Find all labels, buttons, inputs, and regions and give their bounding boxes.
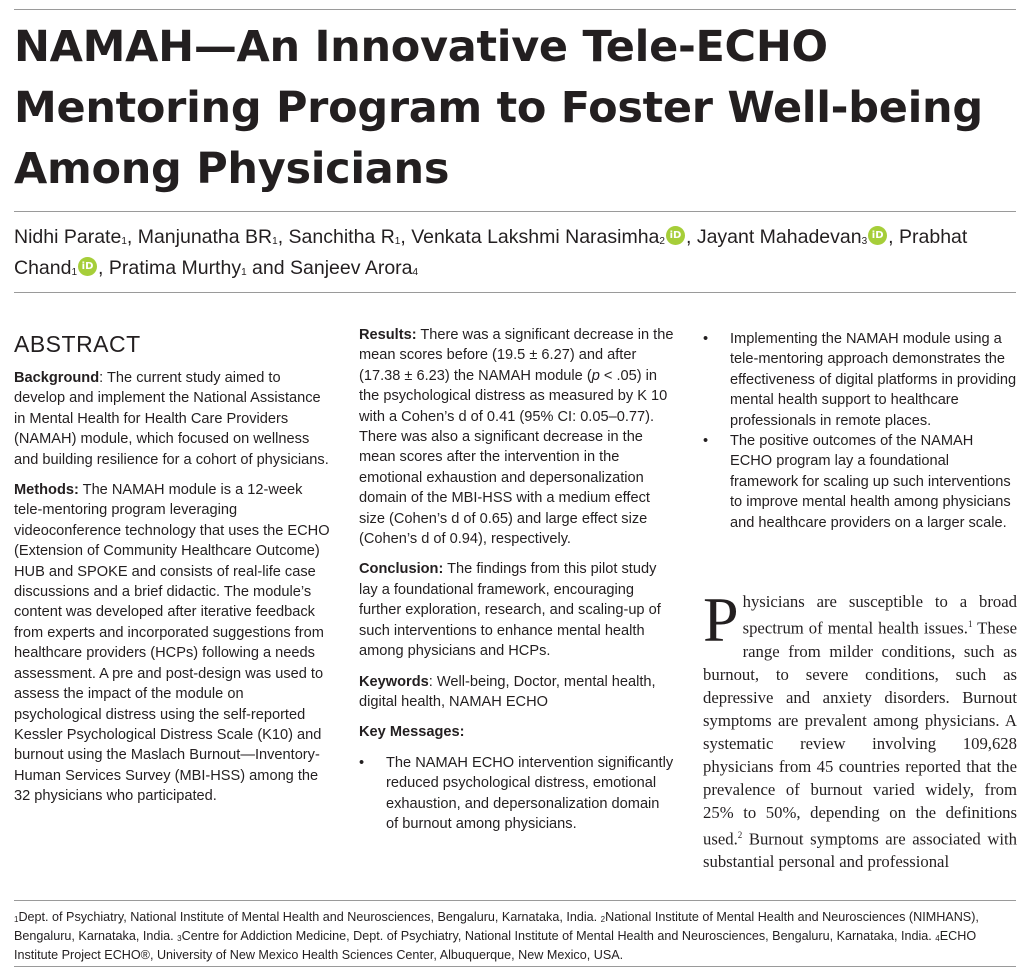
author-name: Nidhi Parate	[14, 226, 122, 248]
author-affiliation-marker: 1	[121, 236, 127, 247]
body-intro-paragraph	[703, 584, 1017, 873]
author-list	[14, 222, 1019, 284]
background-label: Background	[14, 370, 100, 386]
results-label: Results:	[359, 327, 417, 343]
orcid-icon[interactable]: iD	[78, 257, 97, 276]
conclusion-text: The findings from this pilot study lay a foundational framework, encouraging further exploration, research, and scaling-up of such interventions to enhance mental health among physicians and HCPs.	[359, 561, 661, 660]
author-separator: ,	[400, 226, 412, 248]
reference-2: 2	[737, 829, 743, 840]
key-message-item: • The positive outcomes of the NAMAH ECHO program lay a foundational framework for scaling up such interventions to improve mental health among physicians and healthcare providers on a larger scale.	[703, 431, 1019, 533]
author-separator: ,	[277, 226, 289, 248]
article-title: NAMAH—An Innovative Tele-ECHO Mentoring Program to Foster Well-being Among Physicians	[14, 22, 983, 194]
author-affiliation-marker: 1	[272, 236, 278, 247]
aff-sup-3: 3	[177, 934, 182, 943]
methods-text: The NAMAH module is a 12-week tele-mentoring program leveraging videoconference technology that uses the ECHO (Extension of Community Healthcare Outcome) HUB and SPOKE and consists of real-life case discussions and a brief didactic. The module’s content was developed after iterative feedback from experts and incorporated suggestions from healthcare providers (HCPs) following a needs assessment. A pre and post-design was used to assess the impact of the module on psychological distress using the self-reported Kessler Psychological Distress Scale (K10) and burnout using the Maslach Burnout—Inventory-Human Services Survey (MBI-HSS) among the 32 physicians who participated.	[14, 482, 330, 805]
affiliation-2: National Institute of Mental Health and Neurosciences (NIMHANS), Bengaluru, Karnataka, India.	[14, 910, 979, 943]
key-message-item: • The NAMAH ECHO intervention significantly reduced psychological distress, emotional exhaustion, and depersonalization domain of burnout among physicians.	[359, 753, 675, 835]
abstract-conclusion	[359, 559, 675, 661]
background-text: : The current study aimed to develop and implement the National Assistance in Mental Health for Health Care Providers (NAMAH) module, which focused on wellness and building resilience for a cohort of physicians.	[14, 370, 329, 468]
author-name: Sanchitha R	[288, 226, 395, 248]
reference-1: 1	[967, 619, 973, 629]
conclusion-label: Conclusion:	[359, 561, 444, 578]
top-rule	[14, 9, 1016, 10]
key-messages-list-continued	[703, 329, 1019, 533]
author-separator: ,	[888, 226, 899, 248]
title-rule	[14, 211, 1016, 212]
body-text-b: These range from milder conditions, such as burnout, to severe conditions, such as depressive and anxiety disorders. Burnout symptoms are prevalent among physicians. A systematic review involving 109,628 physicians from 45 countries reported that the prevalence of burnout varied widely, from 25% to 50%, depending on the definitions used.	[703, 618, 1017, 849]
author-name: Venkata Lakshmi Narasimha	[411, 226, 660, 248]
author-affiliation-marker: 2	[659, 236, 665, 247]
author-affiliation-marker: 1	[241, 267, 247, 278]
author-separator: ,	[126, 226, 138, 248]
author-separator: ,	[98, 257, 109, 279]
results-text-b: < .05) in the psychological distress as measured by K 10 with a Cohen’s d of 0.41 (95% CI: 0.05–0.77). There was also a significant decrease in the mean scores after the intervention in the emotional exhaustion and depersonalization domain of the MBI-HSS with a medium effect size (Cohen’s d of 0.65) and large effect size (Cohen’s d of 0.94), respectively.	[359, 367, 668, 548]
footnote-rule	[14, 900, 1016, 901]
abstract-results	[359, 325, 675, 549]
key-message-item: • Implementing the NAMAH module using a tele-mentoring approach demonstrates the effectiveness of digital platforms in providing mental health support to healthcare professionals in remote places.	[703, 329, 1019, 431]
orcid-icon[interactable]: iD	[666, 226, 685, 245]
results-p-symbol: p	[591, 367, 600, 384]
drop-cap: P	[703, 584, 739, 655]
author-name: Sanjeev Arora	[290, 257, 413, 279]
affiliation-3: Centre for Addiction Medicine, Dept. of Psychiatry, National Institute of Mental Health and Neurosciences, Bengaluru, Karnataka, India.	[181, 929, 936, 943]
bottom-rule	[14, 966, 1016, 967]
abstract-heading: ABSTRACT	[14, 331, 141, 357]
results-text-a: There was a significant decrease in the mean scores before (19.5 ± 6.27) and after (17.38 ± 6.23) the NAMAH module (	[359, 327, 674, 384]
aff-sup-4: 4	[935, 934, 940, 943]
affiliation-1: Dept. of Psychiatry, National Institute of Mental Health and Neurosciences, Bengaluru, Karnataka, India.	[18, 910, 601, 924]
author-name: Pratima Murthy	[108, 257, 242, 279]
aff-sup-2: 2	[600, 915, 606, 924]
author-name: Prabhat Chand	[14, 226, 968, 279]
body-text-c: Burnout symptoms are associated with substantial personal and professional	[703, 829, 1017, 872]
body-text-a: hysicians are susceptible to a broad spectrum of mental health issues.	[742, 592, 1017, 638]
methods-label: Methods:	[14, 482, 79, 499]
abstract-methods	[14, 480, 334, 807]
author-affiliation-marker: 1	[394, 236, 401, 247]
author-separator: and	[246, 257, 291, 279]
abstract-background	[14, 368, 334, 470]
affiliation-4: ECHO Institute Project ECHO®, University of New Mexico Health Sciences Center, Albuquerque, New Mexico, USA.	[14, 929, 977, 962]
author-separator: ,	[685, 226, 697, 248]
orcid-icon[interactable]: iD	[868, 226, 887, 245]
keywords-text: : Well-being, Doctor, mental health, digital health, NAMAH ECHO	[359, 673, 656, 710]
keywords-label: Keywords	[359, 673, 429, 690]
abstract-column-2	[359, 325, 675, 834]
author-affiliation-marker: 4	[412, 267, 419, 278]
author-name: Manjunatha BR	[137, 226, 273, 248]
author-affiliation-marker: 3	[861, 236, 868, 247]
key-messages-label: Key Messages:	[359, 724, 465, 741]
authors-rule	[14, 292, 1016, 293]
abstract-column-1	[14, 330, 334, 807]
aff-sup-1: 1	[14, 915, 19, 924]
author-name: Jayant Mahadevan	[696, 226, 862, 248]
key-messages-list	[359, 753, 675, 835]
affiliations-footnote	[14, 908, 1018, 965]
abstract-keywords	[359, 672, 675, 713]
abstract-column-3	[703, 329, 1019, 533]
author-affiliation-marker: 1	[71, 267, 78, 278]
